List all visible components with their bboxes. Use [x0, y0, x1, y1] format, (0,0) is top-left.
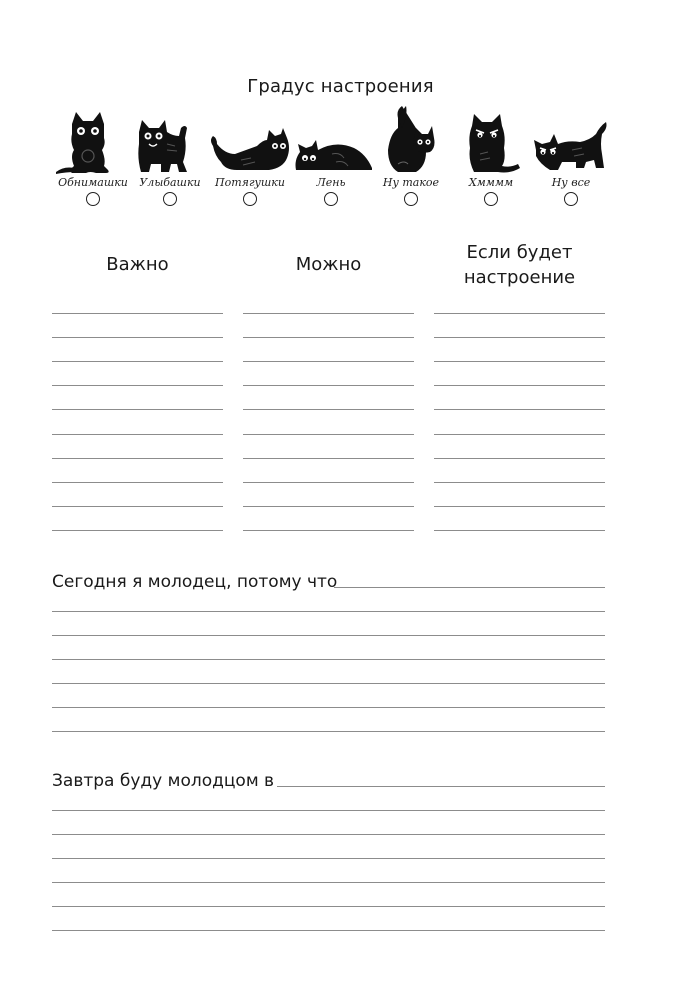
- cat-angry-walking-icon: [528, 104, 614, 176]
- write-line[interactable]: [277, 786, 605, 787]
- mood-radio[interactable]: [243, 192, 257, 206]
- mood-radio[interactable]: [324, 192, 338, 206]
- write-line[interactable]: [434, 337, 605, 338]
- mood-label: Хмммм: [468, 176, 514, 189]
- mood-option-smile[interactable]: [127, 104, 213, 214]
- mood-option-hug[interactable]: [50, 104, 136, 214]
- write-line[interactable]: [52, 882, 605, 883]
- column-title-important: Важно: [106, 254, 169, 275]
- mood-label: Лень: [316, 176, 346, 189]
- write-line[interactable]: [52, 530, 223, 531]
- write-line[interactable]: [52, 683, 605, 684]
- mood-label: Потягушки: [215, 176, 285, 189]
- mood-option-hmm[interactable]: [448, 104, 534, 214]
- write-line[interactable]: [243, 530, 414, 531]
- write-line[interactable]: [243, 385, 414, 386]
- column-title-possible: Можно: [295, 254, 362, 275]
- mood-radio[interactable]: [163, 192, 177, 206]
- cat-back-view-icon: [368, 104, 454, 176]
- mood-selector: [50, 104, 620, 214]
- write-line[interactable]: [434, 506, 605, 507]
- write-line[interactable]: [52, 810, 605, 811]
- write-line[interactable]: [52, 635, 605, 636]
- write-line[interactable]: [52, 313, 223, 314]
- write-line[interactable]: [52, 458, 223, 459]
- mood-radio[interactable]: [484, 192, 498, 206]
- write-line[interactable]: [52, 731, 605, 732]
- write-line[interactable]: [243, 337, 414, 338]
- write-line[interactable]: [243, 482, 414, 483]
- write-line[interactable]: [243, 434, 414, 435]
- write-line[interactable]: [52, 434, 223, 435]
- mood-radio[interactable]: [564, 192, 578, 206]
- mood-option-stretch[interactable]: [207, 104, 293, 214]
- cat-sitting-hug-icon: [50, 104, 136, 176]
- write-line[interactable]: [434, 313, 605, 314]
- write-line[interactable]: [52, 611, 605, 612]
- write-line[interactable]: [52, 361, 223, 362]
- mood-label: Ну такое: [382, 176, 440, 189]
- write-line[interactable]: [434, 361, 605, 362]
- write-line[interactable]: [434, 530, 605, 531]
- write-line[interactable]: [52, 858, 605, 859]
- today-prompt: Сегодня я молодец, потому что: [52, 572, 338, 592]
- column-title-if-mood: Если будет настроение: [463, 242, 576, 288]
- cat-grumpy-icon: [448, 104, 534, 176]
- write-line[interactable]: [52, 385, 223, 386]
- write-line[interactable]: [334, 587, 605, 588]
- write-line[interactable]: [52, 659, 605, 660]
- write-line[interactable]: [52, 482, 223, 483]
- write-line[interactable]: [52, 707, 605, 708]
- tomorrow-prompt: Завтра буду молодцом в: [52, 771, 275, 791]
- write-line[interactable]: [243, 361, 414, 362]
- write-line[interactable]: [52, 409, 223, 410]
- cat-lying-icon: [288, 104, 374, 176]
- mood-option-lazy[interactable]: [288, 104, 374, 214]
- mood-label: Обнимашки: [58, 176, 128, 189]
- cat-smiling-icon: [127, 104, 213, 176]
- mood-radio[interactable]: [404, 192, 418, 206]
- write-line[interactable]: [52, 930, 605, 931]
- mood-option-meh[interactable]: [368, 104, 454, 214]
- write-line[interactable]: [52, 506, 223, 507]
- write-line[interactable]: [52, 337, 223, 338]
- mood-radio[interactable]: [86, 192, 100, 206]
- write-line[interactable]: [434, 434, 605, 435]
- write-line[interactable]: [243, 506, 414, 507]
- write-line[interactable]: [243, 313, 414, 314]
- cat-stretching-icon: [207, 104, 293, 176]
- write-line[interactable]: [434, 385, 605, 386]
- write-line[interactable]: [434, 458, 605, 459]
- mood-label: Улыбашки: [139, 176, 201, 189]
- write-line[interactable]: [243, 458, 414, 459]
- write-line[interactable]: [434, 482, 605, 483]
- mood-option-done[interactable]: [528, 104, 614, 214]
- write-line[interactable]: [52, 834, 605, 835]
- mood-label: Ну все: [551, 176, 591, 189]
- write-line[interactable]: [243, 409, 414, 410]
- write-line[interactable]: [52, 906, 605, 907]
- mood-title: Градус настроения: [247, 76, 434, 97]
- write-line[interactable]: [434, 409, 605, 410]
